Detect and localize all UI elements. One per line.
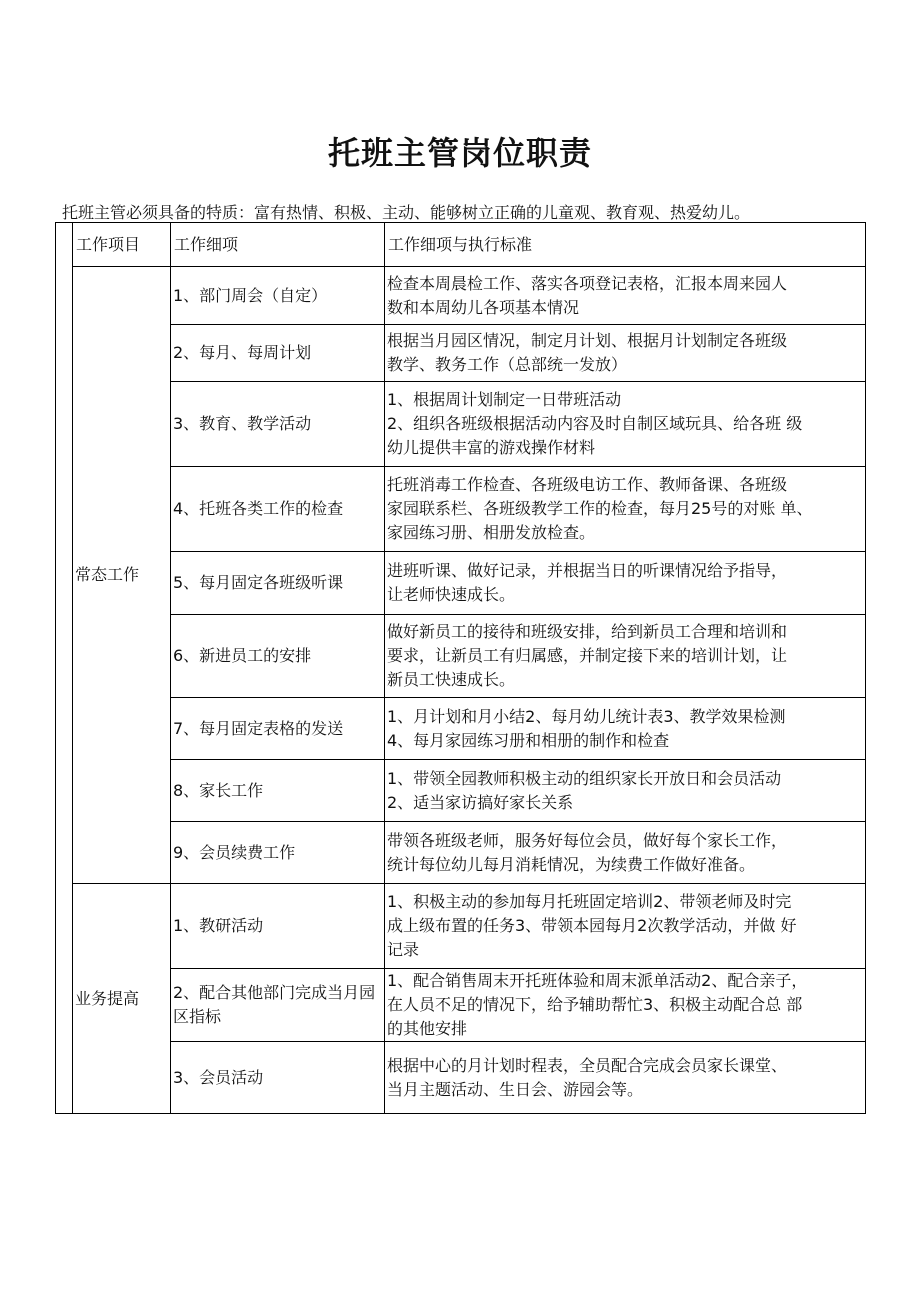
item-cell: 4、托班各类工作的检查 xyxy=(171,467,385,552)
standard-cell xyxy=(385,822,866,884)
standard-line: 统计每位幼儿每月消耗情况，为续费工作做好准备。 xyxy=(387,854,756,874)
standard-line: 做好新员工的接待和班级安排，给到新员工合理和培训和 xyxy=(387,622,788,641)
standard-cell xyxy=(385,615,866,698)
standard-line: 新员工快速成长。 xyxy=(387,670,516,689)
standard-line: 幼儿提供丰富的游戏操作材料 xyxy=(387,438,596,457)
table-row xyxy=(56,552,866,615)
standard-line: 在人员不足的情况下，给予辅助帮忙3、积极主动配合总 部 xyxy=(387,995,803,1014)
table-row xyxy=(56,884,866,969)
standard-line: 带领各班级老师，服务好每位会员，做好每个家长工作， xyxy=(387,830,788,850)
standard-cell xyxy=(385,267,866,325)
standard-line: 1、配合销售周末开托班体验和周末派单活动2、配合亲子， xyxy=(387,971,808,990)
intro-text: 托班主管必须具备的特质：富有热情、积极、主动、能够树立正确的儿童观、教育观、热爱幼儿。 xyxy=(62,203,751,222)
item-cell: 3、会员活动 xyxy=(171,1042,385,1114)
item-cell: 5、每月固定各班级听课 xyxy=(171,552,385,615)
standard-line: 1、月计划和月小结2、每月幼儿统计表3、教学效果检测 xyxy=(387,706,786,726)
item-cell: 7、每月固定表格的发送 xyxy=(171,698,385,760)
header-category: 工作项目 xyxy=(73,223,171,267)
item-cell: 2、每月、每周计划 xyxy=(171,325,385,382)
standard-line: 根据中心的月计划时程表，全员配合完成会员家长课堂、 xyxy=(387,1055,788,1075)
standard-line: 的其他安排 xyxy=(387,1019,468,1038)
standard-line: 根据当月园区情况，制定月计划、根据月计划制定各班级 xyxy=(387,331,788,350)
table-row xyxy=(56,382,866,467)
standard-cell xyxy=(385,760,866,822)
table-row xyxy=(56,698,866,760)
table-row xyxy=(56,822,866,884)
standard-line: 让老师快速成长。 xyxy=(387,585,516,604)
item-cell: 1、部门周会（自定） xyxy=(171,267,385,325)
standard-line: 1、积极主动的参加每月托班固定培训2、带领老师及时完 xyxy=(387,892,792,911)
standard-line: 家园练习册、相册发放检查。 xyxy=(387,523,596,542)
item-cell: 3、教育、教学活动 xyxy=(171,382,385,467)
item-cell: 6、新进员工的安排 xyxy=(171,615,385,698)
blank-margin-cell xyxy=(56,223,73,1114)
standard-line: 检查本周晨检工作、落实各项登记表格，汇报本周来园人 xyxy=(387,273,788,293)
standard-cell xyxy=(385,969,866,1042)
standard-line: 4、每月家园练习册和相册的制作和检查 xyxy=(387,730,670,750)
standard-cell xyxy=(385,698,866,760)
standard-line: 要求，让新员工有归属感，并制定接下来的培训计划，让 xyxy=(387,646,788,665)
standard-cell xyxy=(385,552,866,615)
standard-line: 进班听课、做好记录，并根据当日的听课情况给予指导， xyxy=(387,561,788,580)
duties-table xyxy=(55,222,866,1114)
standard-cell xyxy=(385,325,866,382)
item-cell: 9、会员续费工作 xyxy=(171,822,385,884)
standard-line: 记录 xyxy=(387,940,420,959)
table-row xyxy=(56,615,866,698)
standard-line: 家园联系栏、各班级教学工作的检查，每月25号的对账 单、 xyxy=(387,499,813,518)
header-item: 工作细项 xyxy=(171,223,385,267)
table-row xyxy=(56,969,866,1042)
standard-cell xyxy=(385,467,866,552)
standard-line: 2、组织各班级根据活动内容及时自制区域玩具、给各班 级 xyxy=(387,414,803,433)
standard-line: 数和本周幼儿各项基本情况 xyxy=(387,297,580,317)
standard-line: 成上级布置的任务3、带领本园每月2次教学活动，并做 好 xyxy=(387,916,797,935)
table-row xyxy=(56,325,866,382)
standard-line: 教学、教务工作（总部统一发放） xyxy=(387,355,628,374)
header-standard: 工作细项与执行标准 xyxy=(385,223,866,267)
item-cell: 1、教研活动 xyxy=(171,884,385,969)
standard-line: 当月主题活动、生日会、游园会等。 xyxy=(387,1079,644,1099)
standard-line: 1、根据周计划制定一日带班活动 xyxy=(387,390,622,409)
table-row xyxy=(56,760,866,822)
standard-line: 2、适当家访搞好家长关系 xyxy=(387,792,574,812)
page-title: 托班主管岗位职责 xyxy=(327,134,592,172)
standard-cell xyxy=(385,382,866,467)
duties-table-body xyxy=(56,223,866,1114)
category-cell: 常态工作 xyxy=(73,267,171,884)
table-row xyxy=(56,267,866,325)
table-row xyxy=(56,1042,866,1114)
item-cell: 8、家长工作 xyxy=(171,760,385,822)
standard-line: 托班消毒工作检查、各班级电访工作、教师备课、各班级 xyxy=(387,475,788,494)
table-header-row xyxy=(56,223,866,267)
standard-line: 1、带领全园教师积极主动的组织家长开放日和会员活动 xyxy=(387,768,782,788)
category-cell: 业务提高 xyxy=(73,884,171,1114)
table-row xyxy=(56,467,866,552)
standard-cell xyxy=(385,884,866,969)
item-cell: 2、配合其他部门完成当月园区指标 xyxy=(171,969,385,1042)
standard-cell xyxy=(385,1042,866,1114)
